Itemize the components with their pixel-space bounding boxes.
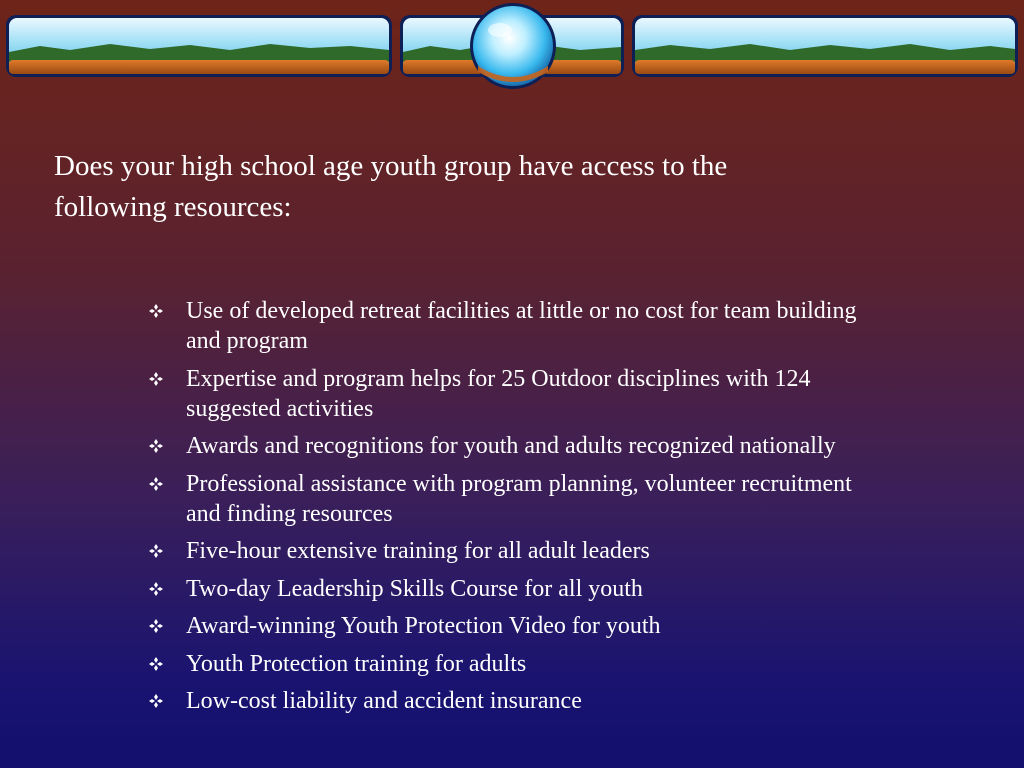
resource-item-text: Awards and recognitions for youth and adults recognized nationally <box>186 433 836 459</box>
diamond-bullet-icon <box>148 476 164 492</box>
resource-list-item <box>148 364 998 424</box>
resource-list-item <box>148 574 998 604</box>
resource-list-item <box>148 536 998 566</box>
resource-list-item <box>148 649 998 679</box>
slide-title <box>54 146 874 228</box>
landscape-panel-left <box>6 15 392 77</box>
resource-item-text: Low-cost liability and accident insurance <box>186 688 582 714</box>
resource-list-item <box>148 611 998 641</box>
landscape-banner <box>0 0 1024 100</box>
landscape-panel-right <box>632 15 1018 77</box>
diamond-bullet-icon <box>148 656 164 672</box>
resource-item-text-continued: suggested activities <box>186 395 374 422</box>
diamond-bullet-icon <box>148 618 164 634</box>
resource-item-text-continued: and program <box>186 328 308 354</box>
resource-list-item <box>148 469 998 529</box>
diamond-bullet-icon <box>148 581 164 597</box>
resource-item-text: Professional assistance with program planning, volunteer recruitment <box>186 470 852 497</box>
diamond-bullet-icon <box>148 543 164 559</box>
diamond-bullet-icon <box>148 371 164 387</box>
diamond-bullet-icon <box>148 693 164 709</box>
resource-item-text: Use of developed retreat facilities at little or no cost for team building <box>186 298 857 324</box>
diamond-bullet-icon <box>148 303 164 319</box>
resource-list-item <box>148 431 998 461</box>
resource-list-item <box>148 686 998 716</box>
resource-list <box>148 296 998 724</box>
globe-icon <box>470 3 556 89</box>
resource-item-text: Youth Protection training for adults <box>186 650 527 677</box>
resource-list-item <box>148 296 998 356</box>
slide-title-line-1: Does your high school age youth group have access to the <box>54 150 728 182</box>
slide-title-line-2: following resources: <box>54 191 292 223</box>
resource-item-text: Award-winning Youth Protection Video for youth <box>186 613 661 639</box>
resource-item-text-continued: and finding resources <box>186 500 393 527</box>
resource-item-text: Two-day Leadership Skills Course for all youth <box>186 575 643 602</box>
resource-item-text: Expertise and program helps for 25 Outdoor disciplines with 124 <box>186 365 811 392</box>
resource-item-text: Five-hour extensive training for all adult leaders <box>186 538 650 564</box>
diamond-bullet-icon <box>148 438 164 454</box>
